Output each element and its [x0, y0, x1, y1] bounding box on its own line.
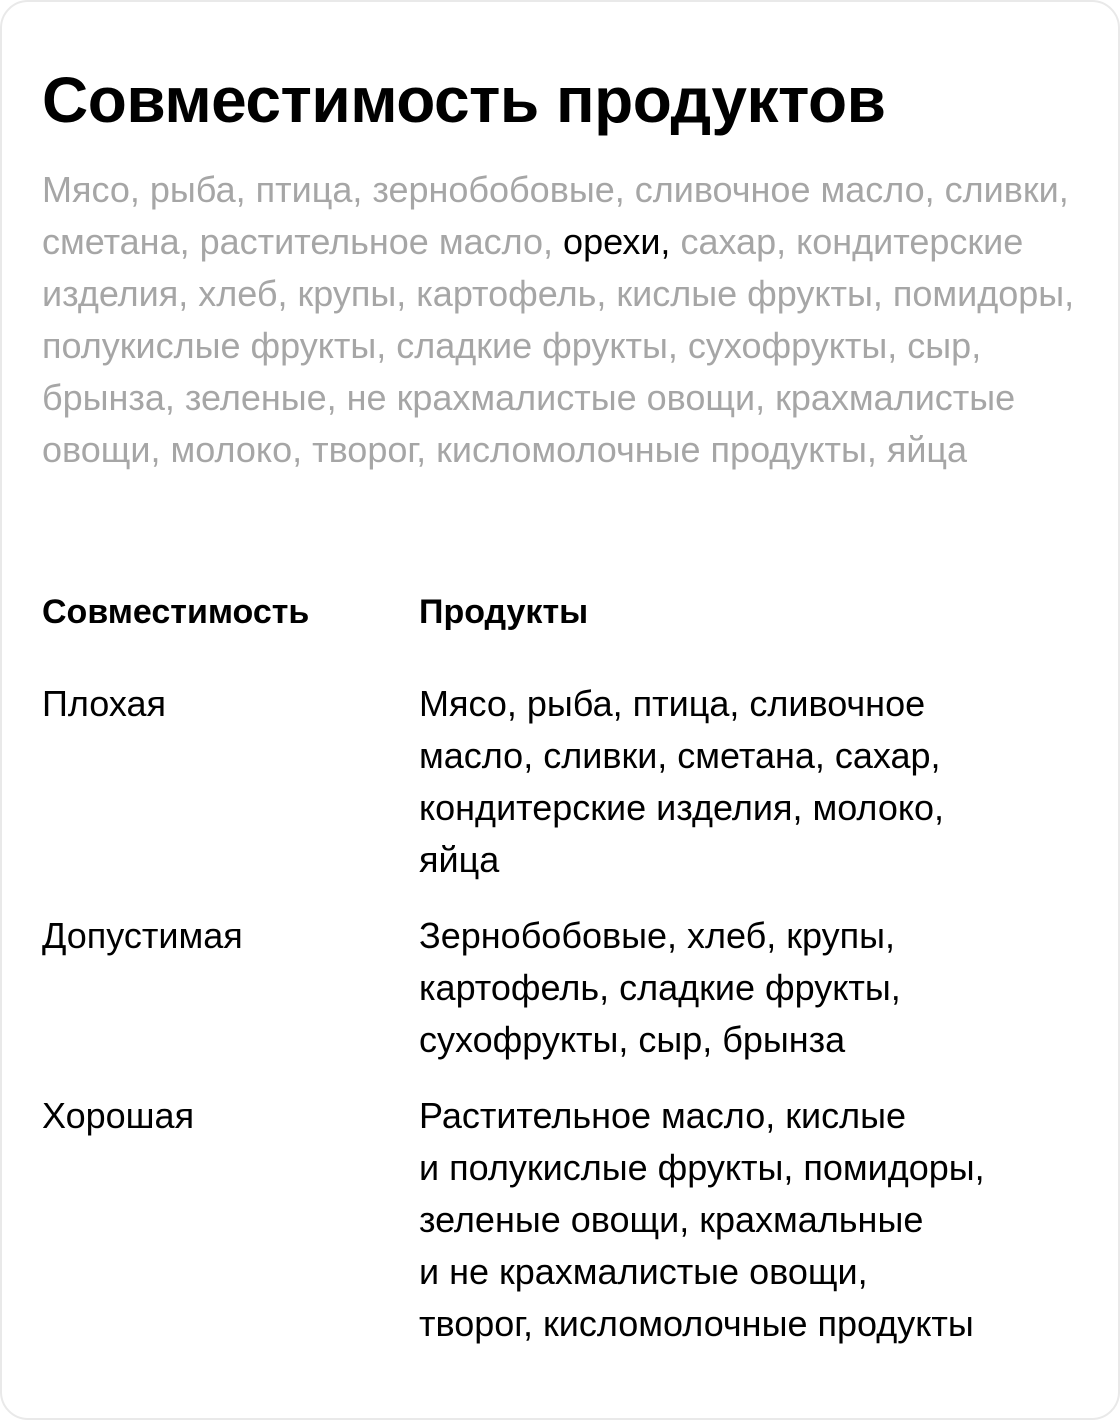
products-line: масло, сливки, сметана, сахар,	[419, 735, 941, 776]
products-line: и не крахмалистые овощи,	[419, 1251, 868, 1292]
compatibility-label-good: Хорошая	[42, 1095, 195, 1136]
product-list-text: Мясо, рыба, птица, зернобобовые, сливочное масло, сливки, сметана, растительное масло,	[42, 169, 1069, 262]
products-cell-good	[419, 1090, 1102, 1350]
products-line: зеленые овощи, крахмальные	[419, 1199, 924, 1240]
products-line: творог, кисломолочные продукты	[419, 1303, 974, 1344]
products-line: Мясо, рыба, птица, сливочное	[419, 683, 926, 724]
page-title: Совместимость продуктов	[42, 64, 886, 136]
products-cell-acceptable	[419, 910, 1102, 1066]
products-cell-bad	[419, 678, 1102, 886]
table-row-acceptable	[42, 910, 1102, 1066]
products-line: Растительное масло, кислые	[419, 1095, 907, 1136]
products-line: и полукислые фрукты, помидоры,	[419, 1147, 985, 1188]
column-header-compatibility: Совместимость	[42, 593, 310, 631]
column-header-products: Продукты	[419, 593, 589, 631]
products-line: яйца	[419, 839, 500, 880]
highlighted-product: орехи,	[563, 221, 671, 262]
products-line: Зернобобовые, хлеб, крупы,	[419, 915, 895, 956]
products-line: кондитерские изделия, молоко,	[419, 787, 945, 828]
table-row-bad	[42, 678, 1102, 886]
products-line: картофель, сладкие фрукты,	[419, 967, 901, 1008]
table-row-good	[42, 1090, 1102, 1350]
compatibility-label-acceptable: Допустимая	[42, 915, 243, 956]
products-line: сухофрукты, сыр, брынза	[419, 1019, 846, 1060]
compatibility-label-bad: Плохая	[42, 683, 167, 724]
product-list-paragraph	[42, 164, 1092, 476]
compatibility-table	[42, 586, 1102, 1374]
product-list-text-rest: сахар, кондитерские изделия, хлеб, крупы, картофель, кислые фрукты, помидоры, полукислые фрукты, сладкие фрукты, сухофрукты, сыр, брынза, зеленые, не крахмалистые овощи, крахмалистые овощи, молоко, творог, кисломолочные продукты, яйца	[42, 221, 1075, 470]
table-header-row	[42, 586, 1102, 678]
